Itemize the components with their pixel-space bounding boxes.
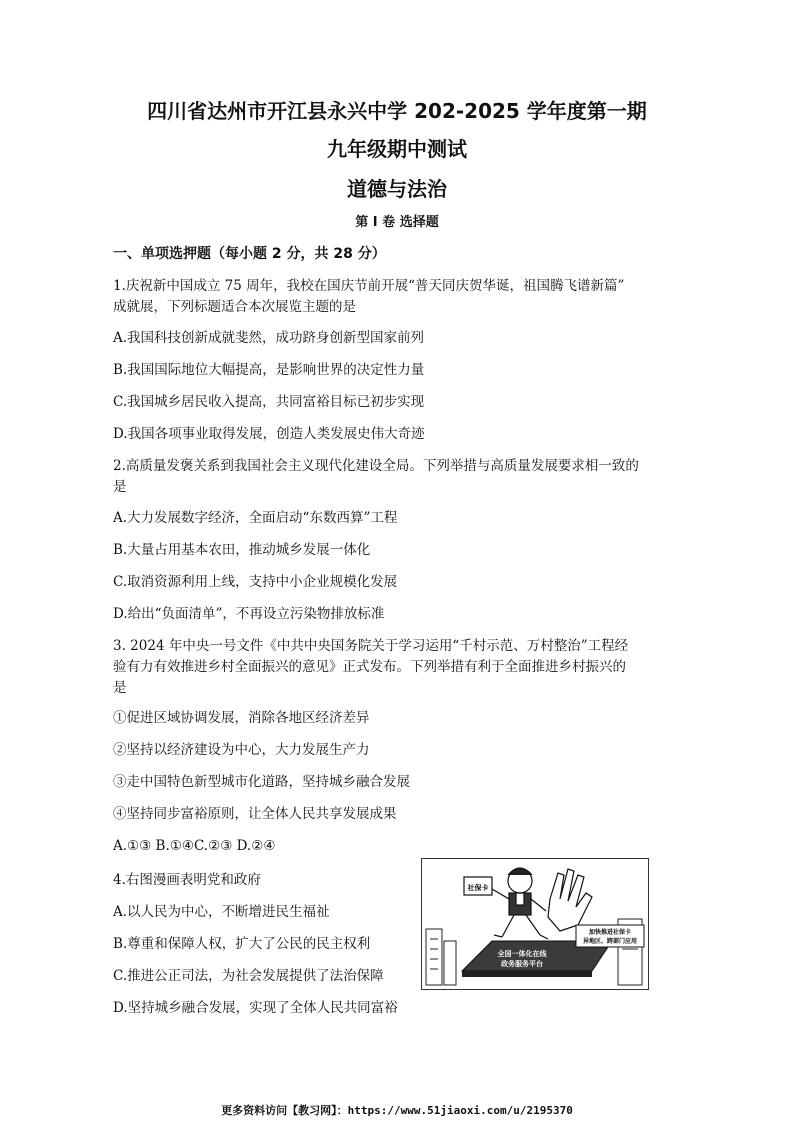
- person-icon: [492, 868, 548, 939]
- q2-option-d: D.给出“负面清单”，不再设立污染物排放标准: [113, 606, 385, 622]
- q1-option-d: D.我国各项事业取得发展，创造人类发展史伟大奇迹: [113, 426, 425, 442]
- footer-link[interactable]: 更多资料访问【教习网】：https://www.51jiaoxi.com/u/2195370: [221, 1104, 573, 1117]
- q3-statement-4: ④坚持同步富裕原则，让全体人民共享发展成果: [113, 806, 397, 822]
- q4-option-c: C.推进公正司法，为社会发展提供了法治保障: [113, 968, 384, 984]
- q3-choices: A.①③ B.①④C.②③ D.②④: [113, 838, 276, 854]
- q2-option-a: A.大力发展数字经济，全面启动“东数西算”工程: [113, 510, 398, 526]
- q1-option-b: B.我国国际地位大幅提高，是影响世界的决定性力量: [113, 362, 425, 378]
- q3-statement-3: ③走中国特色新型城市化道路，坚持城乡融合发展: [113, 774, 410, 790]
- sign-text-2: 异地区、跨部门应用: [582, 938, 638, 945]
- q2-option-b: B.大量占用基本农田，推动城乡发展一体化: [113, 542, 371, 558]
- q3-stem-line1: 3. 2024 年中央一号文件《中共中央国务院关于学习运用“千村示范、万村整治”工程经: [113, 638, 629, 654]
- q1-stem-line2: 成就展，下列标题适合本次展览主题的是: [113, 299, 356, 315]
- q4-option-b: B.尊重和保障人权，扩大了公民的民主权利: [113, 936, 371, 952]
- q3-statement-1: ①促进区域协调发展，消除各地区经济差异: [113, 710, 370, 726]
- platform-label-1: 全国一体化在线: [497, 950, 547, 958]
- exam-grade-title: 九年级期中测试: [327, 137, 467, 161]
- q1-stem-line1: 1.庆祝新中国成立 75 周年，我校在国庆节前开展“普天同庆贺华诞，祖国腾飞谱新篇”: [113, 278, 625, 294]
- q3-statement-2: ②坚持以经济建设为中心，大力发展生产力: [113, 742, 370, 758]
- cartoon-illustration: [421, 858, 649, 990]
- q4-option-d: D.坚持城乡融合发展，实现了全体人民共同富裕: [113, 1000, 398, 1016]
- platform-label-2: 政务服务平台: [501, 960, 543, 968]
- q2-stem-line1: 2.高质量发褒关系到我国社会主义现代化建设全局。下列举措与高质量发展要求相一致的: [113, 458, 639, 474]
- exam-title: 四川省达州市开江县永兴中学 202-2025 学年度第一期: [147, 99, 647, 123]
- section-heading: 一、单项选押题（每小题 2 分，共 28 分）: [113, 246, 386, 262]
- q1-option-a: A.我国科技创新成就斐然，成功跻身创新型国家前列: [113, 330, 425, 346]
- sign-board: [576, 925, 644, 947]
- hand-icon: [548, 869, 592, 931]
- card-icon: [464, 877, 492, 895]
- volume-title: 第 I 卷 选择题: [355, 215, 439, 230]
- exam-subject-title: 道德与法治: [347, 177, 447, 201]
- q3-stem-line3: 是: [113, 680, 127, 696]
- q3-stem-line2: 验有力有效推进乡村全面振兴的意见》正式发布。下列举措有利于全面推进乡村振兴的: [113, 659, 626, 675]
- q2-option-c: C.取消资源利用上线，支持中小企业规模化发展: [113, 574, 398, 590]
- q4-option-a: A.以人民为中心，不断增进民生福祉: [113, 904, 330, 920]
- q4-stem: 4.右图漫画表明党和政府: [113, 872, 261, 888]
- card-label: 社保卡: [467, 884, 489, 892]
- cartoon-drawing: [422, 859, 648, 989]
- q1-option-c: C.我国城乡居民收入提高，共同富裕目标已初步实现: [113, 394, 425, 410]
- q2-stem-line2: 是: [113, 479, 127, 495]
- sign-text-1: 加快推进社保卡: [588, 929, 632, 936]
